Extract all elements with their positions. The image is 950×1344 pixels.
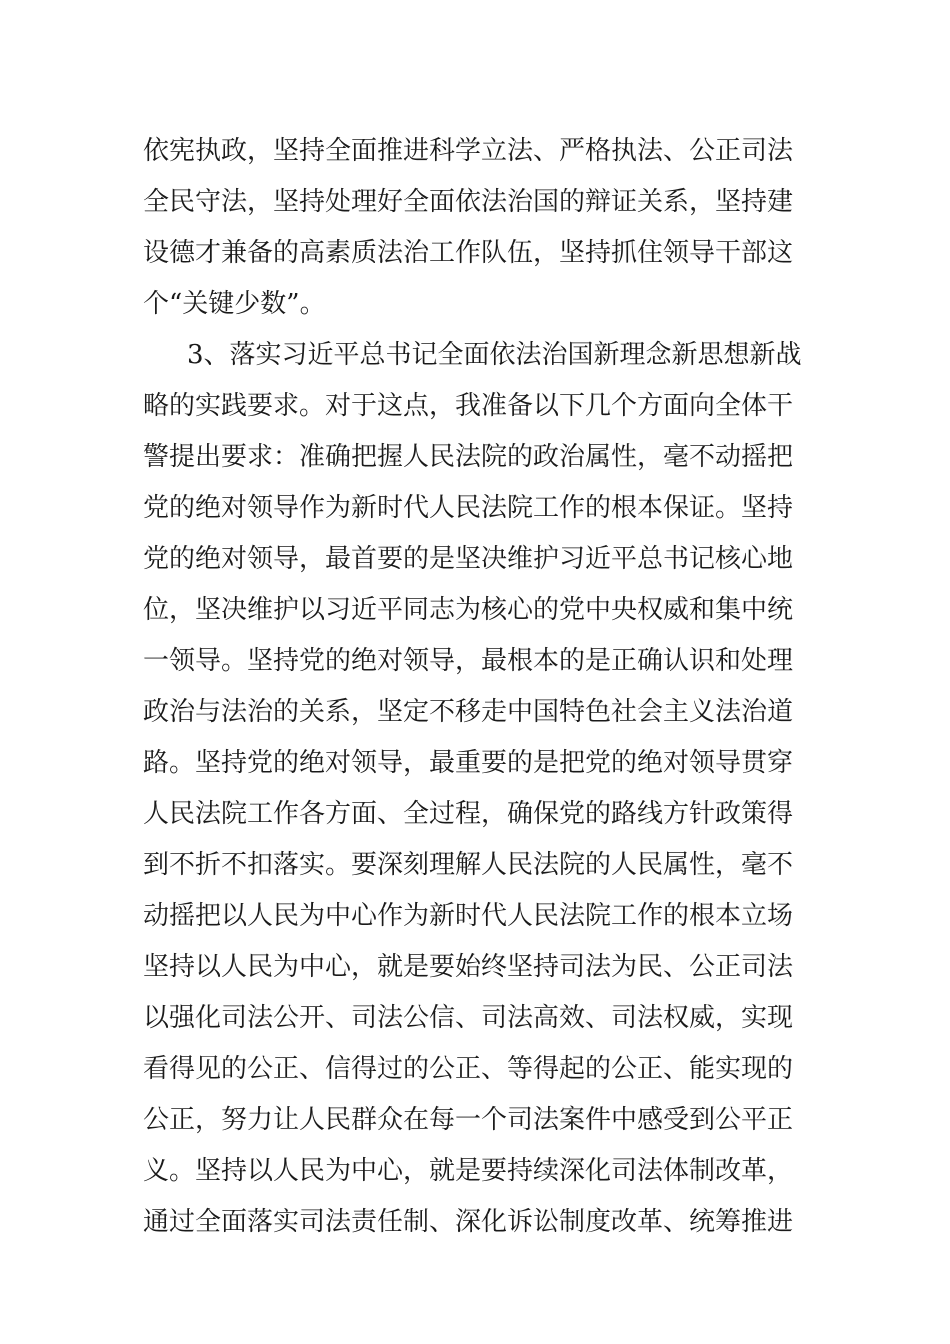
- text-line: 动摇把以人民为中心作为新时代人民法院工作的根本立场: [143, 901, 794, 931]
- text-line: 以强化司法公开、司法公信、司法高效、司法权威，实现: [143, 1003, 794, 1033]
- text-line: 略的实践要求。对于这点，我准备以下几个方面向全体干: [143, 391, 794, 421]
- text-line: 政治与法治的关系，坚定不移走中国特色社会主义法治道: [143, 697, 794, 727]
- text-line: 警提出要求：准确把握人民法院的政治属性，毫不动摇把: [143, 442, 794, 472]
- text-line: 人民法院工作各方面、全过程，确保党的路线方针政策得: [143, 799, 794, 829]
- text-line: 全民守法，坚持处理好全面依法治国的辩证关系，坚持建: [143, 187, 794, 217]
- text-line: 通过全面落实司法责任制、深化诉讼制度改革、统筹推进: [143, 1207, 794, 1237]
- text-line: 位，坚决维护以习近平同志为核心的党中央权威和集中统: [143, 595, 794, 625]
- text-line: 坚持以人民为中心，就是要始终坚持司法为民、公正司法: [143, 952, 794, 982]
- body-text: [143, 126, 813, 1248]
- text-line: 个“关键少数”。: [143, 289, 326, 319]
- text-line: 路。坚持党的绝对领导，最重要的是把党的绝对领导贯穿: [143, 748, 794, 778]
- text-line: 党的绝对领导，最首要的是坚决维护习近平总书记核心地: [143, 544, 794, 574]
- text-line: 设德才兼备的高素质法治工作队伍，坚持抓住领导干部这: [143, 238, 794, 268]
- text-line: 义。坚持以人民为中心，就是要持续深化司法体制改革，: [143, 1156, 794, 1186]
- text-line: 到不折不扣落实。要深刻理解人民法院的人民属性，毫不: [143, 850, 794, 880]
- paragraph-start-line: 3、落实习近平总书记全面依法治国新理念新思想新战: [187, 340, 802, 370]
- text-line: 党的绝对领导作为新时代人民法院工作的根本保证。坚持: [143, 493, 794, 523]
- text-line: 看得见的公正、信得过的公正、等得起的公正、能实现的: [143, 1054, 794, 1084]
- text-line: 公正，努力让人民群众在每一个司法案件中感受到公平正: [143, 1105, 794, 1135]
- text-line: 一领导。坚持党的绝对领导，最根本的是正确认识和处理: [143, 646, 794, 676]
- text-line: 依宪执政，坚持全面推进科学立法、严格执法、公正司法: [143, 136, 794, 166]
